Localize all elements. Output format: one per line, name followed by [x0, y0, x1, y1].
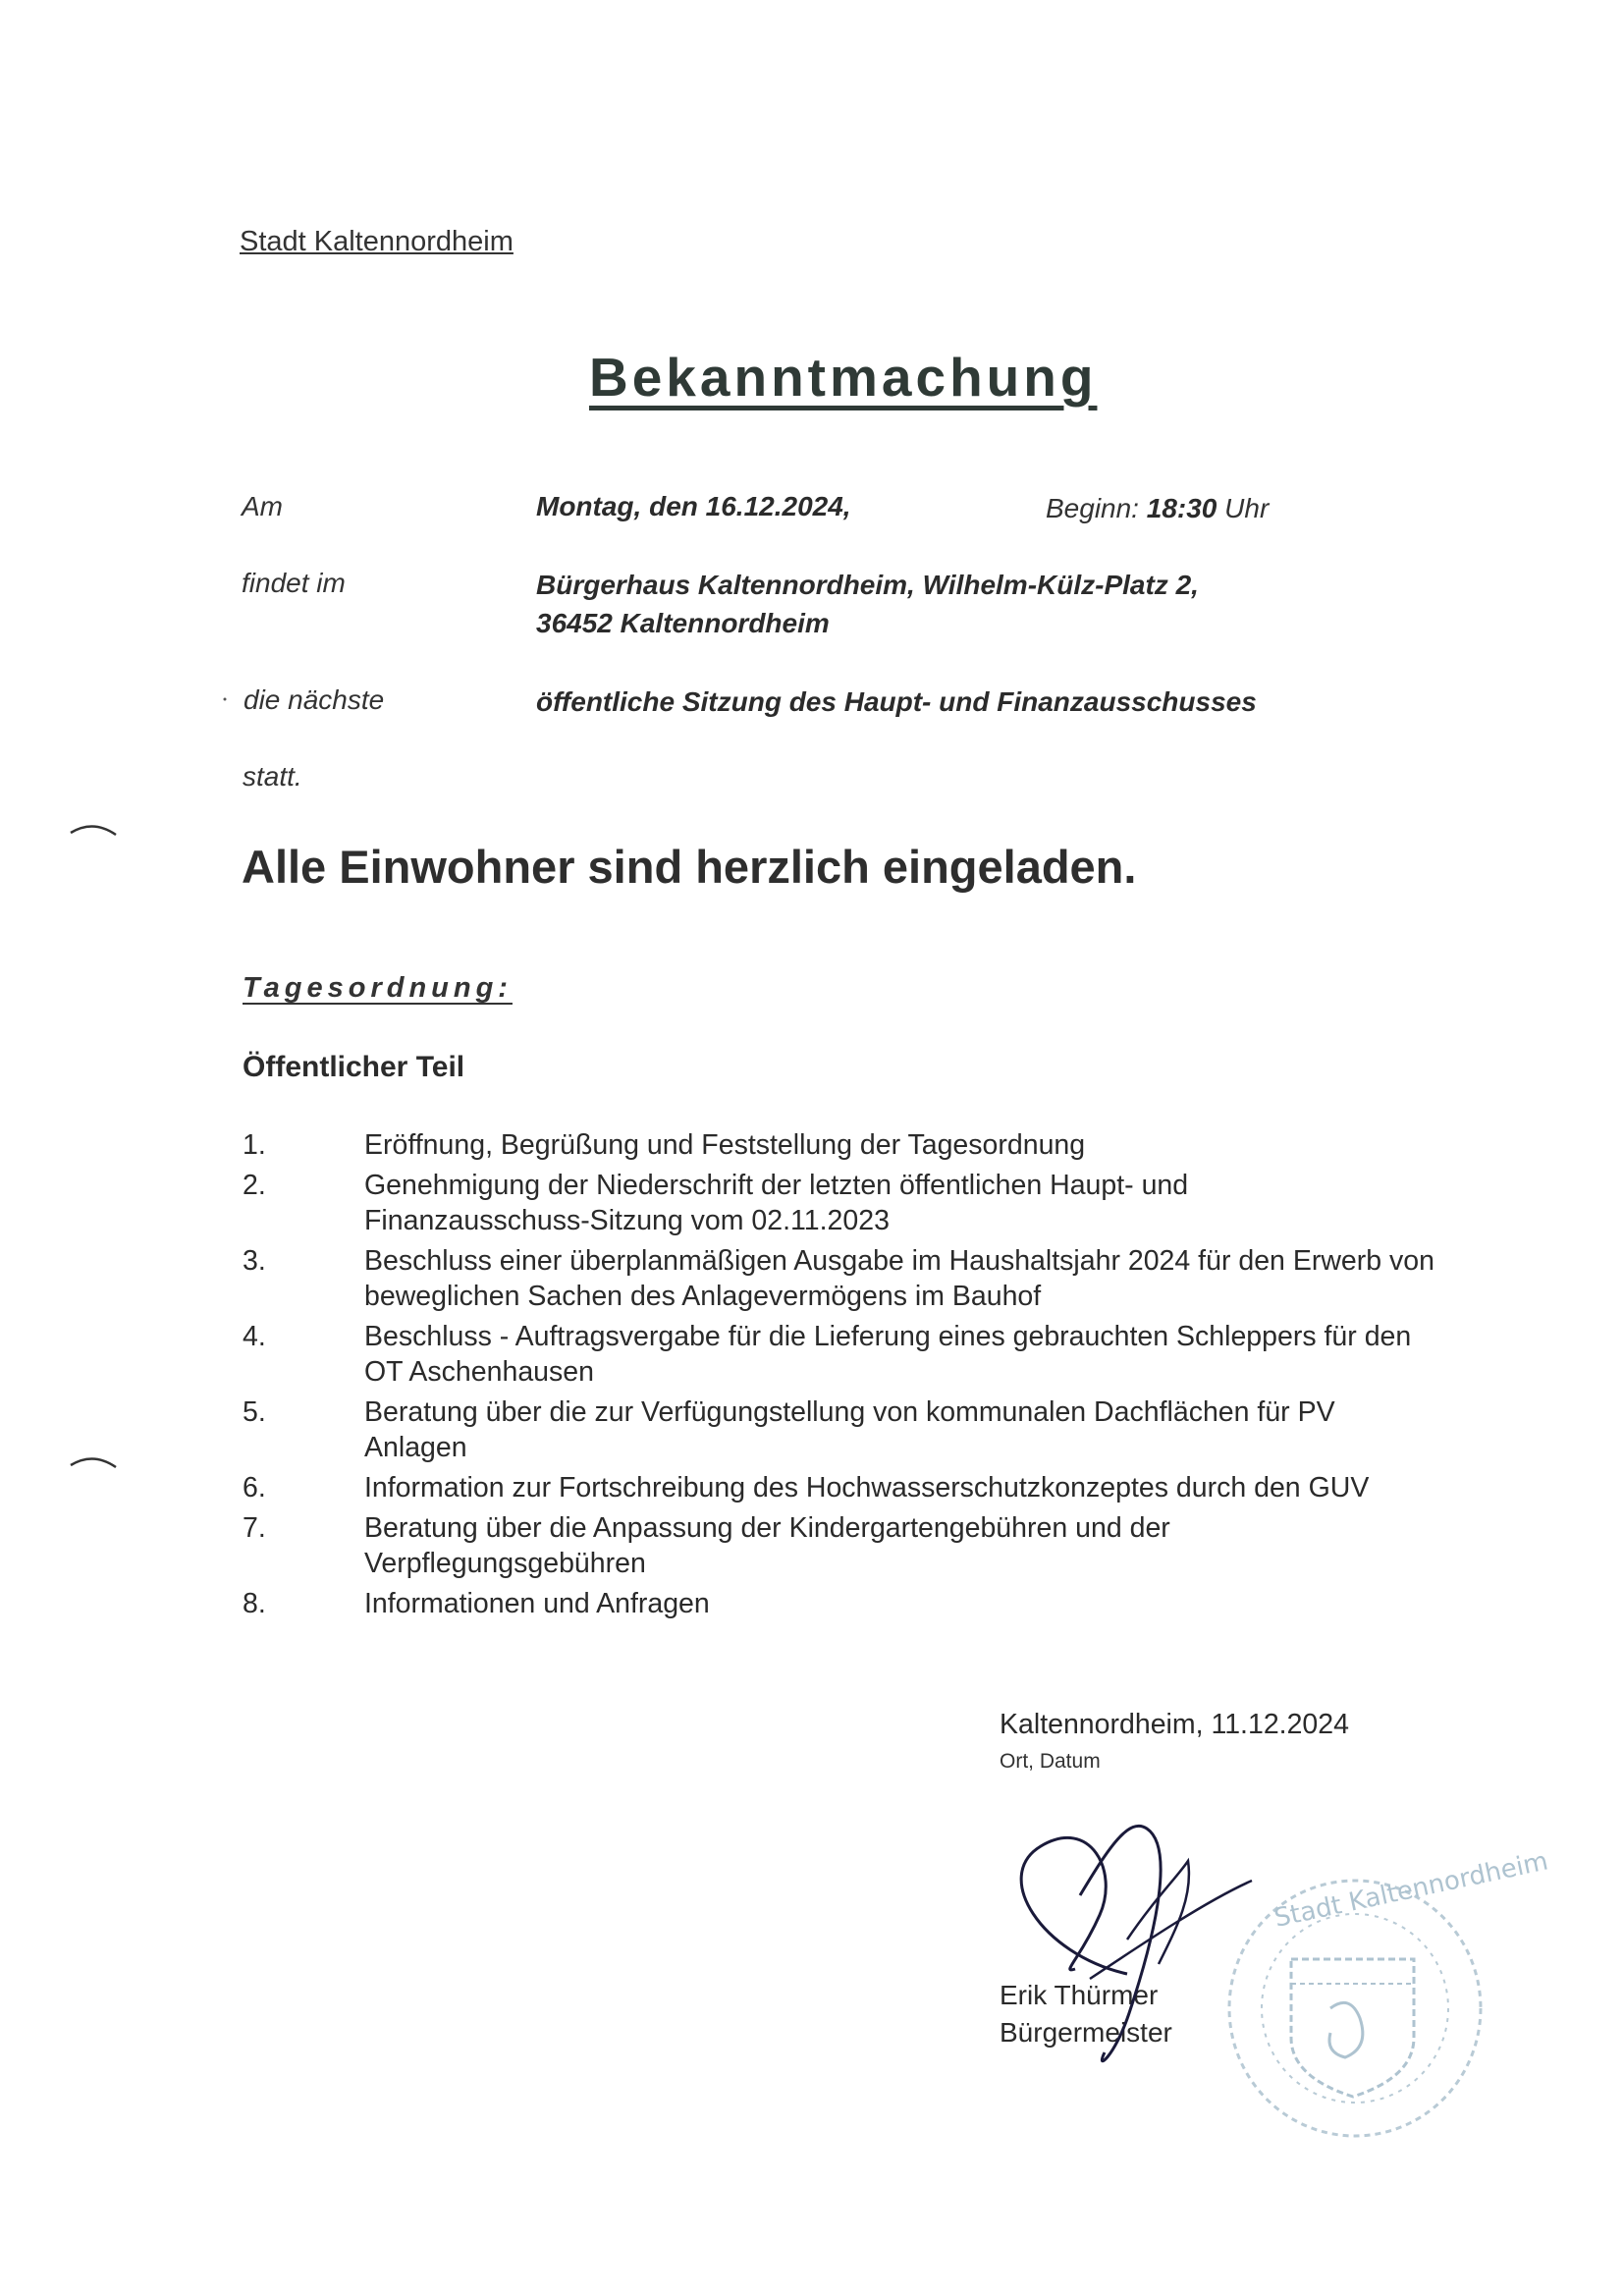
agenda-item — [243, 1470, 1450, 1505]
city-name: Stadt Kaltennordheim — [240, 226, 514, 257]
begin-field — [1046, 493, 1269, 524]
agenda-item-number: 8. — [243, 1588, 266, 1619]
place-date: Kaltennordheim, 11.12.2024 — [1000, 1709, 1349, 1740]
place-date-caption: Ort, Datum — [1000, 1750, 1101, 1773]
agenda-item-text: Information zur Fortschreibung des Hochwasserschutzkonzeptes durch den GUV — [364, 1472, 1370, 1503]
agenda-part-title: Öffentlicher Teil — [243, 1051, 465, 1083]
agenda-item-number: 4. — [243, 1321, 266, 1352]
agenda-heading: Tagesordnung: — [243, 972, 513, 1004]
agenda-item — [243, 1394, 1450, 1465]
agenda-item — [243, 1319, 1450, 1390]
agenda-item — [243, 1510, 1450, 1581]
location-label: findet im — [242, 568, 346, 598]
signer-name: Erik Thürmer — [1000, 1980, 1159, 2010]
agenda-item-number: 6. — [243, 1472, 266, 1503]
page-title: Bekanntmachung — [589, 347, 1098, 408]
location-line-2: 36452 Kaltennordheim — [536, 608, 830, 638]
begin-time: 18:30 — [1146, 493, 1217, 523]
stamp-text: Stadt Kaltennordheim — [1271, 1846, 1551, 1934]
next-label: die nächste — [243, 684, 385, 715]
punch-mark-bottom — [71, 1458, 116, 1467]
begin-label: Beginn: — [1046, 493, 1139, 523]
agenda-item — [243, 1127, 1450, 1163]
agenda-item-text: Beschluss - Auftragsvergabe für die Lieferung eines gebrauchten Schleppers für den OT Aschenhausen — [364, 1321, 1412, 1388]
signature-tail — [1090, 1881, 1252, 1979]
agenda-item-text: Beratung über die Anpassung der Kindergartengebühren und der Verpflegungsgebühren — [364, 1512, 1170, 1579]
agenda-item-text: Informationen und Anfragen — [364, 1588, 710, 1619]
date-label: Am — [242, 491, 283, 521]
agenda-item — [243, 1243, 1450, 1314]
agenda-item-text: Genehmigung der Niederschrift der letzten öffentlichen Haupt- und Finanzausschuss-Sitzung vom 02.11.2023 — [364, 1170, 1189, 1236]
session-name: öffentliche Sitzung des Haupt- und Finanzausschusses — [536, 686, 1257, 717]
statt-text: statt. — [243, 761, 302, 792]
agenda-item-text: Beschluss einer überplanmäßigen Ausgabe im Haushaltsjahr 2024 für den Erwerb von beweglichen Sachen des Anlagevermögens im Bauhof — [364, 1245, 1434, 1312]
signature-loop — [1021, 1837, 1127, 1974]
scan-dot — [224, 698, 227, 701]
invitation-text: Alle Einwohner sind herzlich eingeladen. — [242, 841, 1137, 893]
agenda-item-number: 5. — [243, 1396, 266, 1428]
agenda-list — [243, 1127, 1450, 1626]
agenda-item — [243, 1586, 1450, 1621]
date-value: Montag, den 16.12.2024, — [536, 491, 851, 521]
city-seal — [1229, 1846, 1550, 2136]
signature-curl — [1127, 1861, 1189, 1964]
agenda-item-text: Beratung über die zur Verfügungstellung von kommunalen Dachflächen für PV Anlagen — [364, 1396, 1335, 1463]
begin-unit: Uhr — [1224, 493, 1270, 523]
signer-role: Bürgermeister — [1000, 2017, 1172, 2048]
agenda-item — [243, 1168, 1450, 1238]
punch-mark-top — [71, 826, 116, 835]
agenda-item-number: 3. — [243, 1245, 266, 1277]
agenda-item-text: Eröffnung, Begrüßung und Feststellung der Tagesordnung — [364, 1129, 1086, 1161]
agenda-item-number: 7. — [243, 1512, 266, 1544]
agenda-item-number: 2. — [243, 1170, 266, 1201]
agenda-item-number: 1. — [243, 1129, 266, 1161]
location-line-1: Bürgerhaus Kaltennordheim, Wilhelm-Külz-Platz 2, — [536, 570, 1199, 600]
